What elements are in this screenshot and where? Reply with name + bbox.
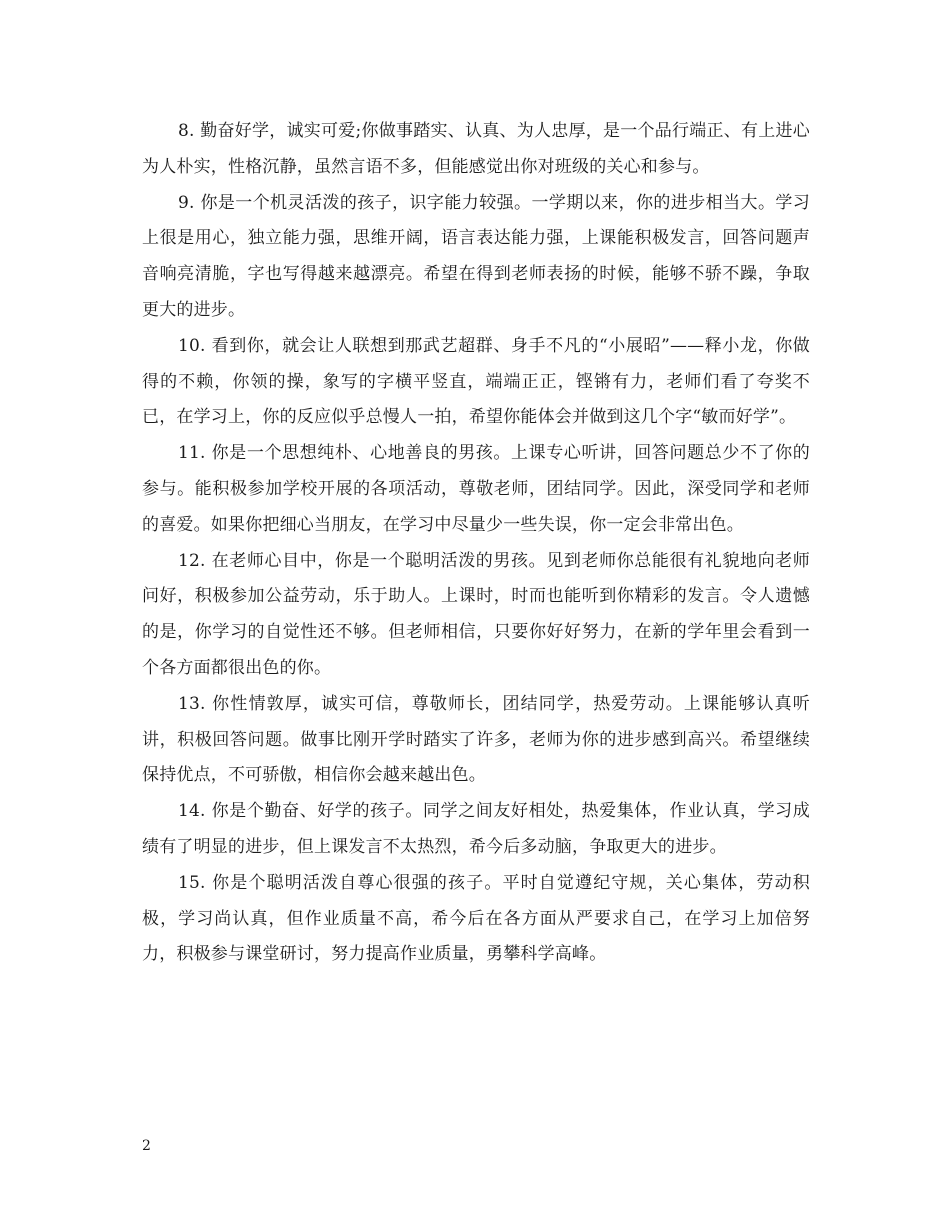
comment-paragraph-8: 8. 勤奋好学，诚实可爱;你做事踏实、认真、为人忠厚，是一个品行端正、有上进心为人朴实，性格沉静，虽然言语不多，但能感觉出你对班级的关心和参与。 xyxy=(142,121,810,177)
document-body xyxy=(142,114,810,973)
comment-paragraph-10: 10. 看到你，就会让人联想到那武艺超群、身手不凡的“小展昭”——释小龙，你做得的不赖，你领的操，象写的字横平竖直，端端正正，铿锵有力，老师们看了夸奖不已，在学习上，你的反应似乎总慢人一拍，希望你能体会并做到这几个字“敏而好学”。 xyxy=(142,335,810,428)
comment-paragraph-9: 9. 你是一个机灵活泼的孩子，识字能力较强。一学期以来，你的进步相当大。学习上很是用心，独立能力强，思维开阔，语言表达能力强，上课能积极发言，回答问题声音响亮清脆，字也写得越来越漂亮。希望在得到老师表扬的时候，能够不骄不躁，争取更大的进步。 xyxy=(142,192,810,320)
page-number: 2 xyxy=(142,1138,151,1154)
comment-paragraph-15: 15. 你是个聪明活泼自尊心很强的孩子。平时自觉遵纪守规，关心集体，劳动积极，学习尚认真，但作业质量不高，希今后在各方面从严要求自己，在学习上加倍努力，积极参与课堂研讨，努力提高作业质量，勇攀科学高峰。 xyxy=(142,872,810,965)
comment-paragraph-13: 13. 你性情敦厚，诚实可信，尊敬师长，团结同学，热爱劳动。上课能够认真听讲，积极回答问题。做事比刚开学时踏实了许多，老师为你的进步感到高兴。希望继续保持优点，不可骄傲，相信你会越来越出色。 xyxy=(142,693,810,786)
comment-paragraph-14: 14. 你是个勤奋、好学的孩子。同学之间友好相处，热爱集体，作业认真，学习成绩有了明显的进步，但上课发言不太热烈，希今后多动脑，争取更大的进步。 xyxy=(142,801,810,857)
comment-paragraph-11: 11. 你是一个思想纯朴、心地善良的男孩。上课专心听讲，回答问题总少不了你的参与。能积极参加学校开展的各项活动，尊敬老师，团结同学。因此，深受同学和老师的喜爱。如果你把细心当朋友，在学习中尽量少一些失误，你一定会非常出色。 xyxy=(142,443,810,535)
comment-paragraph-12: 12. 在老师心目中，你是一个聪明活泼的男孩。见到老师你总能很有礼貌地向老师问好，积极参加公益劳动，乐于助人。上课时，时而也能听到你精彩的发言。令人遗憾的是，你学习的自觉性还不够。但老师相信，只要你好好努力，在新的学年里会看到一个各方面都很出色的你。 xyxy=(142,550,810,678)
